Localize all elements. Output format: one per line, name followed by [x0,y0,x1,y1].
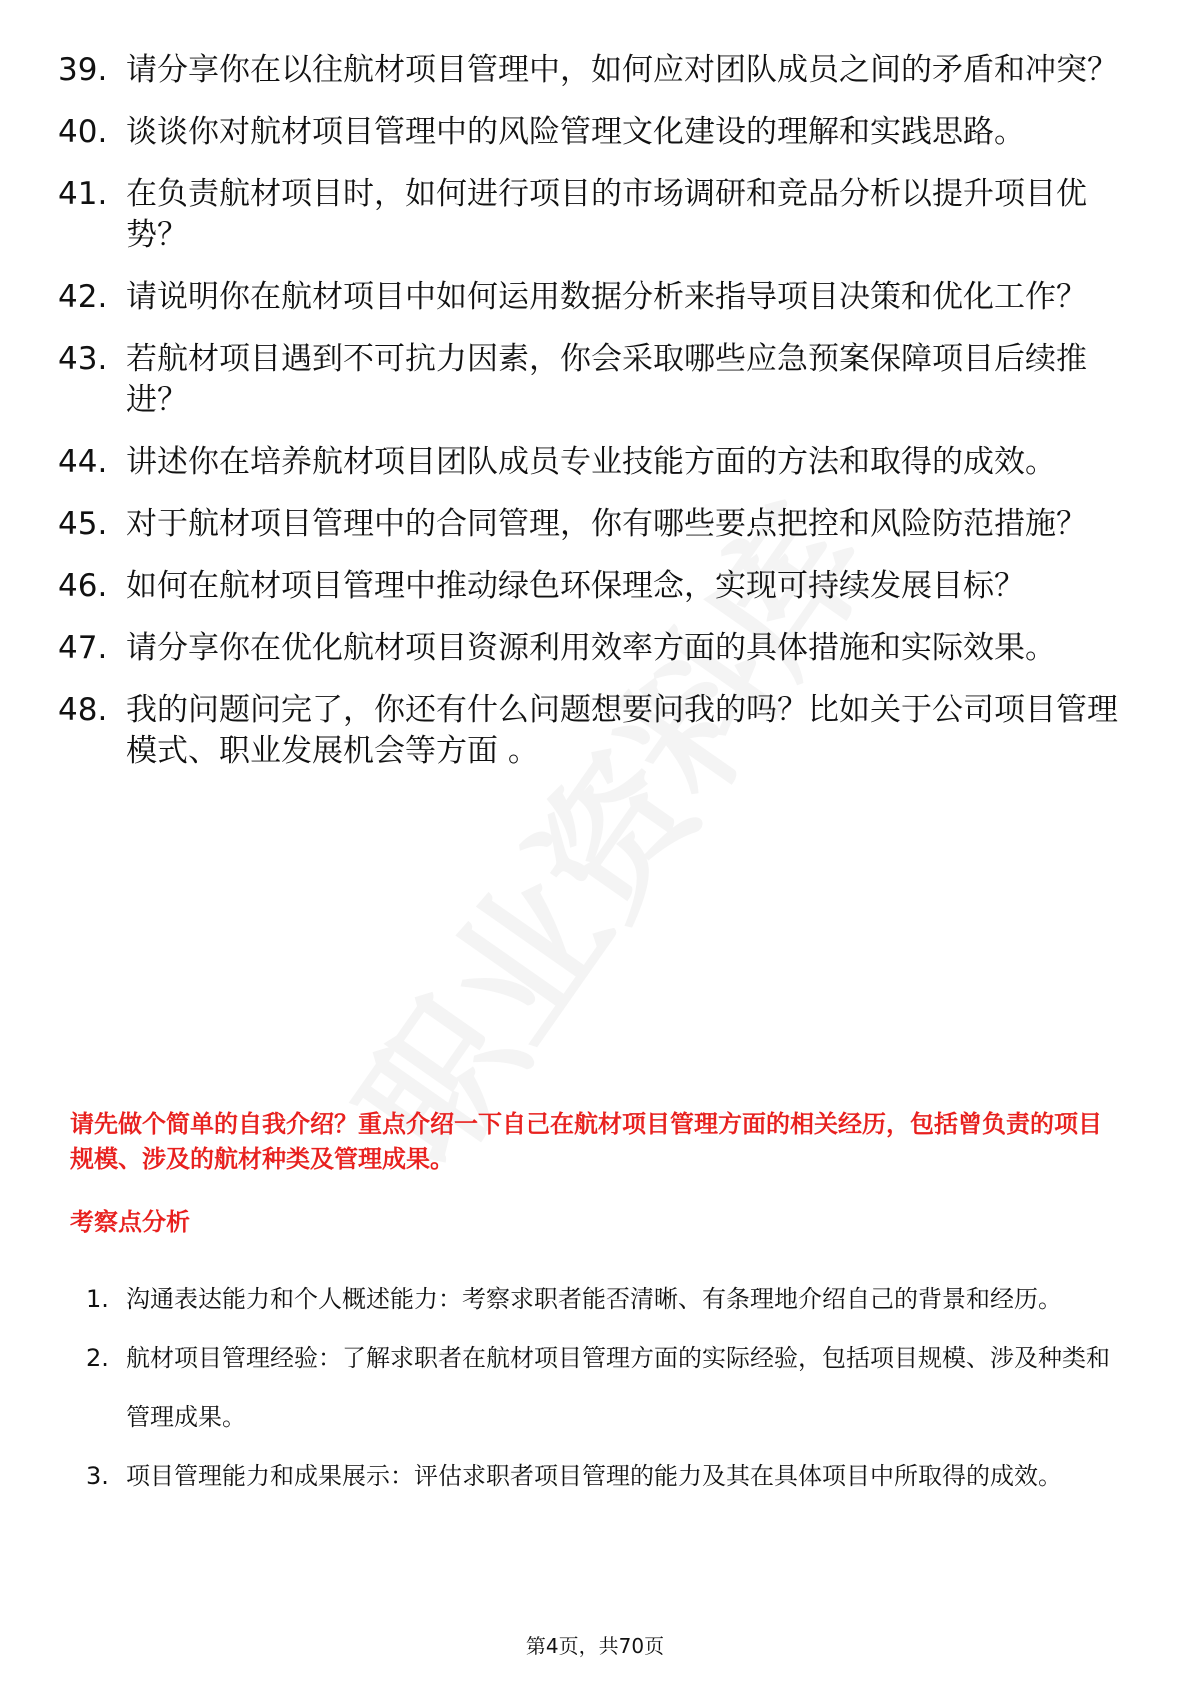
question-number: 43. [58,341,108,377]
question-item [58,112,1138,153]
question-item [58,504,1138,545]
question-text: 如何在航材项目管理中推动绿色环保理念，实现可持续发展目标？ [126,568,1025,604]
analysis-number: 1. [86,1285,109,1313]
question-text: 若航材项目遇到不可抗力因素，你会采取哪些应急预案保障项目后续推进？ [126,341,1087,418]
analysis-text: 项目管理能力和成果展示：评估求职者项目管理的能力及其在具体项目中所取得的成效。 [126,1462,1062,1490]
question-item [58,277,1138,318]
question-number: 48. [58,692,108,728]
question-number: 41. [58,176,108,212]
question-number: 39. [58,52,108,88]
question-number: 44. [58,444,108,480]
question-item [58,566,1138,607]
question-text: 对于航材项目管理中的合同管理，你有哪些要点把控和风险防范措施？ [126,506,1087,542]
question-text: 在负责航材项目时，如何进行项目的市场调研和竞品分析以提升项目优势？ [126,176,1087,253]
analysis-heading: 考察点分析 [70,1208,190,1236]
page-footer: 第4页，共70页 [525,1634,665,1658]
analysis-item [86,1447,1126,1506]
question-text: 请分享你在优化航材项目资源利用效率方面的具体措施和实际效果。 [126,630,1056,666]
question-item [58,442,1138,483]
question-text: 谈谈你对航材项目管理中的风险管理文化建设的理解和实践思路。 [126,114,1025,150]
question-number: 45. [58,506,108,542]
question-text: 讲述你在培养航材项目团队成员专业技能方面的方法和取得的成效。 [126,444,1056,480]
analysis-list [86,1270,1126,1506]
question-item [58,339,1138,421]
question-text: 请说明你在航材项目中如何运用数据分析来指导项目决策和优化工作？ [126,279,1087,315]
question-item [58,690,1138,772]
question-list [58,50,1138,793]
question-number: 42. [58,279,108,315]
intro-question: 请先做个简单的自我介绍？重点介绍一下自己在航材项目管理方面的相关经历，包括曾负责的项目规模、涉及的航材种类及管理成果。 [70,1110,1102,1173]
question-item [58,628,1138,669]
question-number: 46. [58,568,108,604]
question-number: 47. [58,630,108,666]
question-item [58,50,1138,91]
question-number: 40. [58,114,108,150]
analysis-number: 2. [86,1344,109,1372]
analysis-text: 航材项目管理经验：了解求职者在航材项目管理方面的实际经验，包括项目规模、涉及种类和管理成果。 [126,1344,1110,1431]
analysis-text: 沟通表达能力和个人概述能力：考察求职者能否清晰、有条理地介绍自己的背景和经历。 [126,1285,1062,1313]
question-text: 我的问题问完了，你还有什么问题想要问我的吗？比如关于公司项目管理模式、职业发展机会等方面 。 [126,692,1118,769]
question-text: 请分享你在以往航材项目管理中，如何应对团队成员之间的矛盾和冲突？ [126,52,1118,88]
analysis-item [86,1270,1126,1329]
question-item [58,174,1138,256]
analysis-item [86,1329,1126,1447]
analysis-number: 3. [86,1462,109,1490]
